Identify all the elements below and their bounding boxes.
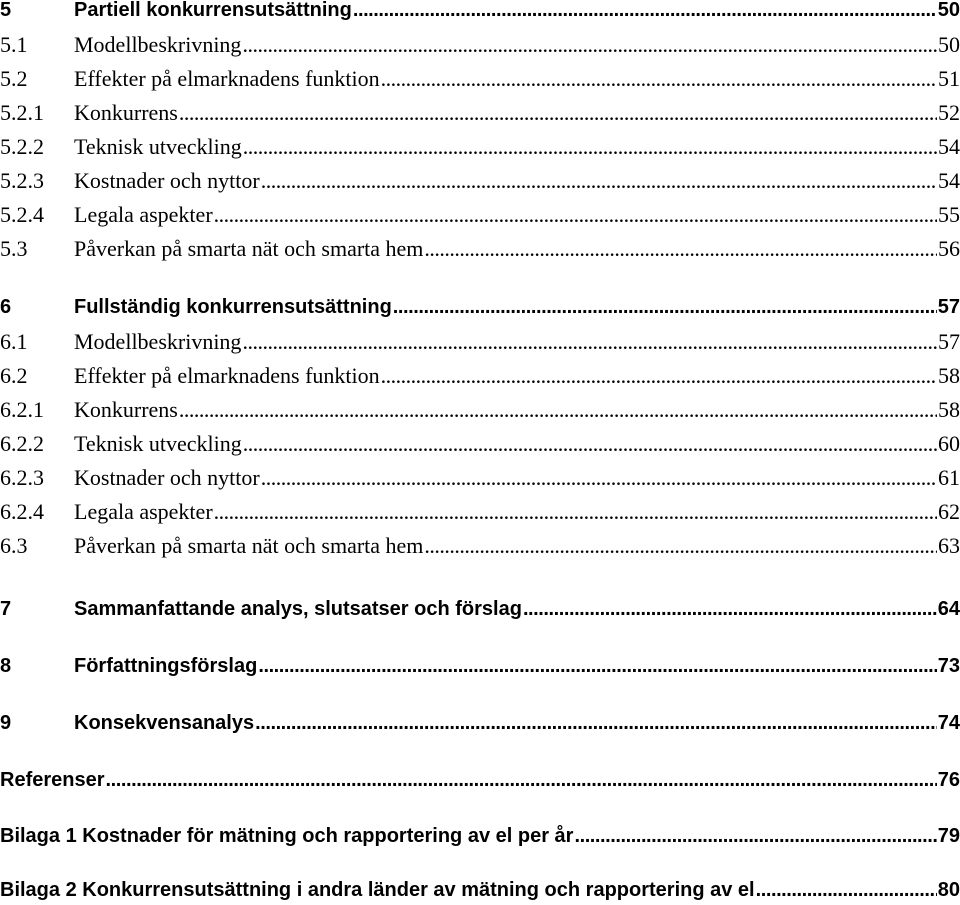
toc-entry-number: 6.2.4 (0, 499, 44, 524)
toc-dot-leader (179, 399, 937, 421)
toc-entry[interactable] (0, 204, 960, 226)
toc-entry-number: 7 (0, 598, 12, 620)
toc-entry[interactable] (0, 535, 960, 557)
toc-entry-page: 63 (938, 533, 960, 558)
toc-dot-leader (242, 331, 937, 353)
toc-dot-leader (243, 433, 937, 455)
toc-dot-leader (756, 880, 937, 900)
toc-entry-title: Bilaga 2 Konkurrensutsättning i andra länder av mätning och rapportering av el (0, 879, 755, 901)
toc-entry[interactable] (0, 399, 960, 421)
toc-entry[interactable] (0, 713, 960, 733)
toc-entry-page: 62 (938, 499, 960, 524)
toc-dot-leader (214, 501, 937, 523)
toc-entry-page: 55 (938, 202, 960, 227)
toc-entry-number: 5.1 (0, 32, 28, 57)
toc-entry[interactable] (0, 0, 960, 20)
toc-entry[interactable] (0, 467, 960, 489)
toc-entry[interactable] (0, 297, 960, 317)
toc-entry-page: 64 (937, 598, 960, 620)
toc-entry[interactable] (0, 826, 960, 846)
toc-entry-number: 6 (0, 296, 12, 318)
toc-entry-title: Konkurrens (74, 397, 178, 422)
toc-entry-title: Referenser (0, 769, 105, 791)
toc-dot-leader (574, 826, 936, 846)
toc-entry-title: Kostnader och nyttor (74, 465, 260, 490)
toc-entry-title: Legala aspekter (74, 499, 213, 524)
toc-entry-number: 6.1 (0, 329, 28, 354)
toc-dot-leader (214, 204, 937, 226)
toc-entry-page: 80 (937, 879, 960, 901)
toc-dot-leader (258, 656, 936, 676)
toc-entry-title: Fullständig konkurrensutsättning (74, 296, 392, 318)
toc-dot-leader (261, 467, 937, 489)
toc-dot-leader (179, 102, 937, 124)
toc-entry-number: 8 (0, 655, 12, 677)
toc-entry-title: Konsekvensanalys (74, 712, 255, 734)
toc-entry[interactable] (0, 656, 960, 676)
toc-entry-number: 5.2 (0, 66, 28, 91)
toc-entry[interactable] (0, 880, 960, 900)
toc-entry-title: Konkurrens (74, 100, 178, 125)
toc-entry-page: 61 (938, 465, 960, 490)
toc-entry-number: 5.2.4 (0, 202, 44, 227)
toc-entry-page: 57 (937, 296, 960, 318)
toc-entry-page: 52 (938, 100, 960, 125)
toc-entry[interactable] (0, 136, 960, 158)
toc-dot-leader (424, 238, 937, 260)
toc-entry-title: Effekter på elmarknadens funktion (74, 363, 380, 388)
toc-entry[interactable] (0, 170, 960, 192)
toc-entry-title: Modellbeskrivning (74, 32, 242, 57)
toc-entry-number: 5.2.3 (0, 168, 44, 193)
toc-entry-number: 6.2.2 (0, 431, 44, 456)
toc-entry-page: 50 (937, 0, 960, 21)
toc-entry-number: 9 (0, 712, 12, 734)
toc-entry[interactable] (0, 770, 960, 790)
toc-dot-leader (424, 535, 937, 557)
toc-dot-leader (381, 68, 937, 90)
toc-entry-page: 76 (937, 769, 960, 791)
toc-entry-title: Partiell konkurrensutsättning (74, 0, 352, 21)
toc-entry-title: Kostnader och nyttor (74, 168, 260, 193)
toc-dot-leader (243, 136, 937, 158)
toc-dot-leader (242, 34, 937, 56)
toc-entry-number: 6.2.3 (0, 465, 44, 490)
toc-entry-title: Legala aspekter (74, 202, 213, 227)
toc-entry-number: 5.3 (0, 236, 28, 261)
toc-dot-leader (381, 365, 937, 387)
toc-entry-page: 74 (937, 712, 960, 734)
toc-entry[interactable] (0, 102, 960, 124)
toc-dot-leader (261, 170, 937, 192)
toc-entry[interactable] (0, 433, 960, 455)
toc-entry-title: Effekter på elmarknadens funktion (74, 66, 380, 91)
toc-entry-title: Sammanfattande analys, slutsatser och förslag (74, 598, 522, 620)
toc-entry-page: 79 (937, 825, 960, 847)
toc-entry-number: 6.2.1 (0, 397, 44, 422)
toc-entry-title: Bilaga 1 Kostnader för mätning och rapportering av el per år (0, 825, 574, 847)
toc-entry[interactable] (0, 599, 960, 619)
toc-entry-page: 51 (938, 66, 960, 91)
toc-entry-page: 57 (938, 329, 960, 354)
toc-entry-number: 6.3 (0, 533, 28, 558)
toc-entry-page: 73 (937, 655, 960, 677)
toc-entry-page: 54 (938, 168, 960, 193)
toc-dot-leader (255, 713, 937, 733)
toc-entry-title: Teknisk utveckling (74, 134, 242, 159)
toc-entry-number: 5.2.1 (0, 100, 44, 125)
toc-dot-leader (393, 297, 937, 317)
toc-entry-page: 60 (938, 431, 960, 456)
toc-entry[interactable] (0, 68, 960, 90)
toc-entry-title: Teknisk utveckling (74, 431, 242, 456)
toc-entry-title: Modellbeskrivning (74, 329, 242, 354)
toc-entry[interactable] (0, 238, 960, 260)
toc-entry-page: 50 (938, 32, 960, 57)
toc-entry[interactable] (0, 34, 960, 56)
toc-entry-number: 5 (0, 0, 12, 21)
toc-dot-leader (106, 770, 937, 790)
toc-entry-title: Påverkan på smarta nät och smarta hem (74, 236, 424, 261)
toc-entry-page: 58 (938, 397, 960, 422)
toc-entry-number: 6.2 (0, 363, 28, 388)
toc-entry-title: Påverkan på smarta nät och smarta hem (74, 533, 424, 558)
toc-entry-number: 5.2.2 (0, 134, 44, 159)
toc-dot-leader (523, 599, 937, 619)
toc-entry[interactable] (0, 331, 960, 353)
toc-dot-leader (353, 0, 937, 20)
toc-entry[interactable] (0, 365, 960, 387)
toc-entry-page: 54 (938, 134, 960, 159)
toc-entry-title: Författningsförslag (74, 655, 258, 677)
toc-entry-page: 58 (938, 363, 960, 388)
toc-entry[interactable] (0, 501, 960, 523)
toc-entry-page: 56 (938, 236, 960, 261)
